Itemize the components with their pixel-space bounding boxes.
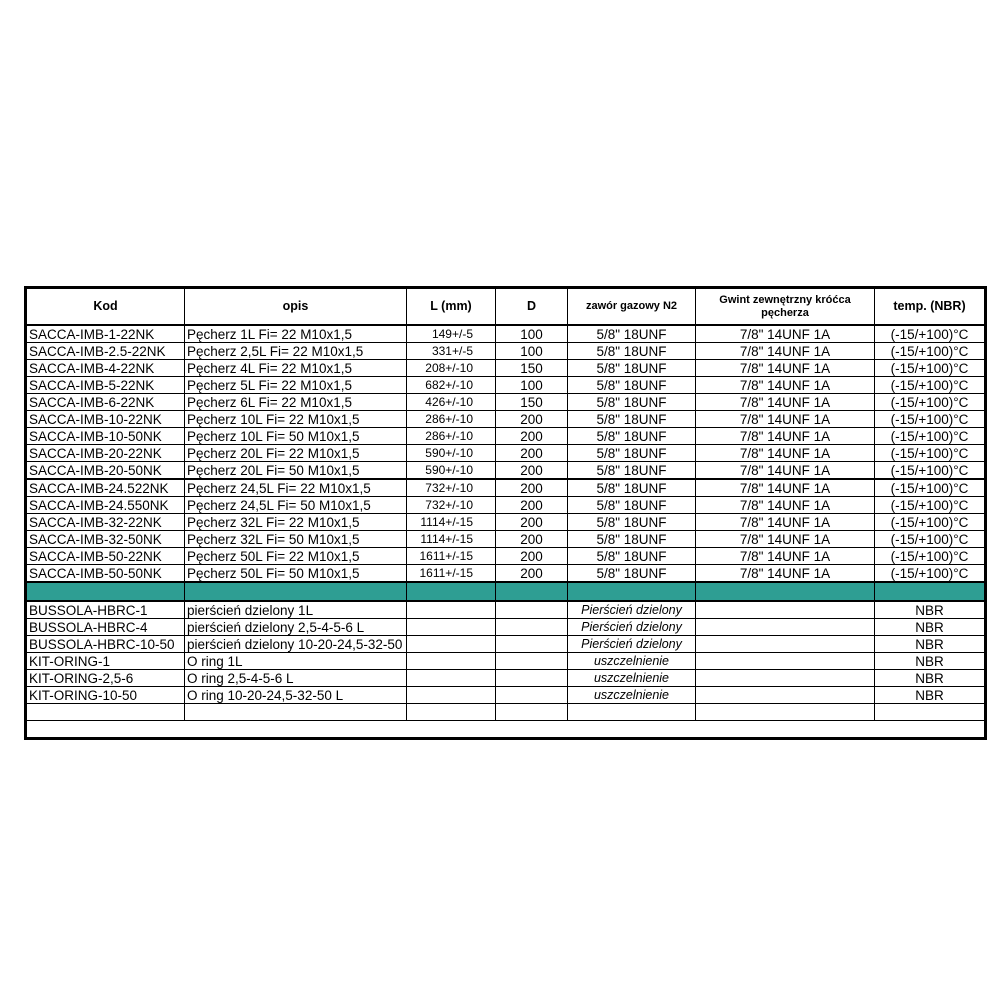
- cell-diameter: 200: [496, 428, 568, 445]
- cell-temp: (-15/+100)°C: [875, 497, 986, 514]
- table-row: [26, 514, 986, 531]
- cell-temp: NBR: [875, 636, 986, 653]
- cell-gas-valve: uszczelnienie: [568, 687, 696, 704]
- cell-thread: 7/8" 14UNF 1A: [696, 479, 875, 497]
- cell-diameter: [496, 636, 568, 653]
- cell-temp: (-15/+100)°C: [875, 325, 986, 343]
- cell-temp: (-15/+100)°C: [875, 445, 986, 462]
- empty-row: [26, 721, 986, 739]
- cell-thread: 7/8" 14UNF 1A: [696, 548, 875, 565]
- table-row: [26, 531, 986, 548]
- cell-length: 1114+/-15: [407, 531, 496, 548]
- header-temp: temp. (NBR): [875, 288, 986, 326]
- cell-thread: 7/8" 14UNF 1A: [696, 360, 875, 377]
- cell-opis: Pęcherz 32L Fi= 22 M10x1,5: [185, 514, 407, 531]
- cell-opis: Pęcherz 20L Fi= 22 M10x1,5: [185, 445, 407, 462]
- cell-opis: Pęcherz 24,5L Fi= 22 M10x1,5: [185, 479, 407, 497]
- cell-length: 286+/-10: [407, 411, 496, 428]
- cell-opis: O ring 2,5-4-5-6 L: [185, 670, 407, 687]
- separator-cell: [568, 582, 696, 601]
- table-row: [26, 411, 986, 428]
- cell-diameter: [496, 670, 568, 687]
- cell-length: 286+/-10: [407, 428, 496, 445]
- cell-thread: [696, 619, 875, 636]
- header-gas-valve: zawór gazowy N2: [568, 288, 696, 326]
- cell-diameter: 200: [496, 411, 568, 428]
- cell-gas-valve: uszczelnienie: [568, 670, 696, 687]
- table-row: [26, 687, 986, 704]
- product-table-container: [24, 286, 984, 740]
- cell-temp: (-15/+100)°C: [875, 531, 986, 548]
- cell-opis: Pęcherz 32L Fi= 50 M10x1,5: [185, 531, 407, 548]
- cell-gas-valve: 5/8" 18UNF: [568, 479, 696, 497]
- cell-opis: pierścień dzielony 10-20-24,5-32-50: [185, 636, 407, 653]
- empty-cell: [875, 704, 986, 721]
- table-row: [26, 445, 986, 462]
- cell-opis: Pęcherz 1L Fi= 22 M10x1,5: [185, 325, 407, 343]
- cell-gas-valve: 5/8" 18UNF: [568, 428, 696, 445]
- cell-kod: BUSSOLA-HBRC-4: [26, 619, 185, 636]
- cell-length: [407, 670, 496, 687]
- cell-thread: 7/8" 14UNF 1A: [696, 394, 875, 411]
- header-diameter: D: [496, 288, 568, 326]
- cell-kod: KIT-ORING-10-50: [26, 687, 185, 704]
- empty-cell: [496, 704, 568, 721]
- table-row: [26, 325, 986, 343]
- cell-thread: 7/8" 14UNF 1A: [696, 531, 875, 548]
- cell-gas-valve: 5/8" 18UNF: [568, 377, 696, 394]
- empty-cell: [696, 704, 875, 721]
- cell-gas-valve: Pierścień dzielony: [568, 601, 696, 619]
- cell-thread: 7/8" 14UNF 1A: [696, 325, 875, 343]
- cell-length: [407, 601, 496, 619]
- cell-length: 1611+/-15: [407, 565, 496, 583]
- cell-gas-valve: 5/8" 18UNF: [568, 394, 696, 411]
- table-row: [26, 636, 986, 653]
- cell-diameter: 200: [496, 462, 568, 480]
- cell-length: 682+/-10: [407, 377, 496, 394]
- separator-cell: [875, 582, 986, 601]
- cell-kod: SACCA-IMB-24.522NK: [26, 479, 185, 497]
- cell-opis: O ring 1L: [185, 653, 407, 670]
- table-row: [26, 497, 986, 514]
- table-row: [26, 619, 986, 636]
- cell-kod: KIT-ORING-2,5-6: [26, 670, 185, 687]
- cell-length: 732+/-10: [407, 479, 496, 497]
- separator-row: [26, 582, 986, 601]
- cell-diameter: 200: [496, 514, 568, 531]
- cell-temp: (-15/+100)°C: [875, 411, 986, 428]
- cell-diameter: [496, 601, 568, 619]
- cell-thread: 7/8" 14UNF 1A: [696, 514, 875, 531]
- cell-opis: Pęcherz 50L Fi= 22 M10x1,5: [185, 548, 407, 565]
- separator-cell: [407, 582, 496, 601]
- cell-diameter: 200: [496, 548, 568, 565]
- cell-kod: BUSSOLA-HBRC-1: [26, 601, 185, 619]
- separator-cell: [696, 582, 875, 601]
- table-row: [26, 548, 986, 565]
- cell-kod: SACCA-IMB-24.550NK: [26, 497, 185, 514]
- cell-kod: SACCA-IMB-10-22NK: [26, 411, 185, 428]
- cell-temp: (-15/+100)°C: [875, 360, 986, 377]
- cell-gas-valve: Pierścień dzielony: [568, 619, 696, 636]
- cell-gas-valve: uszczelnienie: [568, 653, 696, 670]
- cell-diameter: [496, 687, 568, 704]
- cell-gas-valve: Pierścień dzielony: [568, 636, 696, 653]
- cell-length: [407, 653, 496, 670]
- cell-length: [407, 619, 496, 636]
- cell-opis: Pęcherz 24,5L Fi= 50 M10x1,5: [185, 497, 407, 514]
- cell-opis: Pęcherz 5L Fi= 22 M10x1,5: [185, 377, 407, 394]
- cell-opis: O ring 10-20-24,5-32-50 L: [185, 687, 407, 704]
- cell-diameter: 100: [496, 377, 568, 394]
- cell-opis: pierścień dzielony 2,5-4-5-6 L: [185, 619, 407, 636]
- cell-thread: 7/8" 14UNF 1A: [696, 462, 875, 480]
- cell-thread: 7/8" 14UNF 1A: [696, 343, 875, 360]
- cell-kod: SACCA-IMB-20-22NK: [26, 445, 185, 462]
- cell-temp: (-15/+100)°C: [875, 548, 986, 565]
- cell-kod: SACCA-IMB-20-50NK: [26, 462, 185, 480]
- cell-thread: [696, 687, 875, 704]
- table-row: [26, 479, 986, 497]
- separator-cell: [496, 582, 568, 601]
- cell-temp: NBR: [875, 653, 986, 670]
- cell-temp: NBR: [875, 601, 986, 619]
- cell-kod: KIT-ORING-1: [26, 653, 185, 670]
- cell-length: 208+/-10: [407, 360, 496, 377]
- cell-opis: Pęcherz 6L Fi= 22 M10x1,5: [185, 394, 407, 411]
- cell-thread: [696, 636, 875, 653]
- cell-diameter: [496, 653, 568, 670]
- empty-row: [26, 704, 986, 721]
- cell-temp: (-15/+100)°C: [875, 343, 986, 360]
- cell-temp: (-15/+100)°C: [875, 377, 986, 394]
- cell-length: 149+/-5: [407, 325, 496, 343]
- cell-temp: NBR: [875, 619, 986, 636]
- cell-temp: (-15/+100)°C: [875, 565, 986, 583]
- table-row: [26, 653, 986, 670]
- cell-gas-valve: 5/8" 18UNF: [568, 325, 696, 343]
- table-row: [26, 343, 986, 360]
- empty-cell: [26, 704, 185, 721]
- cell-temp: (-15/+100)°C: [875, 479, 986, 497]
- cell-diameter: 200: [496, 497, 568, 514]
- cell-diameter: 150: [496, 394, 568, 411]
- header-row: [26, 288, 986, 326]
- cell-temp: (-15/+100)°C: [875, 514, 986, 531]
- cell-gas-valve: 5/8" 18UNF: [568, 462, 696, 480]
- cell-length: [407, 687, 496, 704]
- cell-thread: 7/8" 14UNF 1A: [696, 445, 875, 462]
- cell-gas-valve: 5/8" 18UNF: [568, 497, 696, 514]
- cell-length: 1611+/-15: [407, 548, 496, 565]
- cell-thread: 7/8" 14UNF 1A: [696, 497, 875, 514]
- header-thread: Gwint zewnętrzny króćca pęcherza: [696, 288, 875, 326]
- cell-temp: NBR: [875, 687, 986, 704]
- cell-kod: SACCA-IMB-1-22NK: [26, 325, 185, 343]
- cell-thread: 7/8" 14UNF 1A: [696, 377, 875, 394]
- table-row: [26, 670, 986, 687]
- cell-length: 590+/-10: [407, 445, 496, 462]
- cell-length: 732+/-10: [407, 497, 496, 514]
- table-row: [26, 565, 986, 583]
- cell-gas-valve: 5/8" 18UNF: [568, 360, 696, 377]
- table-row: [26, 360, 986, 377]
- cell-diameter: 200: [496, 565, 568, 583]
- cell-kod: SACCA-IMB-2.5-22NK: [26, 343, 185, 360]
- cell-gas-valve: 5/8" 18UNF: [568, 514, 696, 531]
- cell-length: 1114+/-15: [407, 514, 496, 531]
- product-table: [24, 286, 987, 740]
- cell-diameter: [496, 619, 568, 636]
- cell-opis: Pęcherz 50L Fi= 50 M10x1,5: [185, 565, 407, 583]
- cell-diameter: 150: [496, 360, 568, 377]
- cell-thread: 7/8" 14UNF 1A: [696, 565, 875, 583]
- cell-thread: [696, 653, 875, 670]
- cell-length: 590+/-10: [407, 462, 496, 480]
- cell-gas-valve: 5/8" 18UNF: [568, 411, 696, 428]
- cell-opis: Pęcherz 10L Fi= 22 M10x1,5: [185, 411, 407, 428]
- cell-kod: SACCA-IMB-32-50NK: [26, 531, 185, 548]
- separator-cell: [185, 582, 407, 601]
- separator-cell: [26, 582, 185, 601]
- header-kod: Kod: [26, 288, 185, 326]
- cell-opis: Pęcherz 20L Fi= 50 M10x1,5: [185, 462, 407, 480]
- cell-kod: BUSSOLA-HBRC-10-50: [26, 636, 185, 653]
- cell-temp: (-15/+100)°C: [875, 394, 986, 411]
- cell-gas-valve: 5/8" 18UNF: [568, 531, 696, 548]
- cell-kod: SACCA-IMB-10-50NK: [26, 428, 185, 445]
- empty-cell: [185, 704, 407, 721]
- cell-temp: (-15/+100)°C: [875, 462, 986, 480]
- table-row: [26, 428, 986, 445]
- cell-opis: pierścień dzielony 1L: [185, 601, 407, 619]
- empty-cell: [568, 704, 696, 721]
- cell-diameter: 100: [496, 325, 568, 343]
- cell-gas-valve: 5/8" 18UNF: [568, 565, 696, 583]
- cell-kod: SACCA-IMB-32-22NK: [26, 514, 185, 531]
- cell-diameter: 100: [496, 343, 568, 360]
- cell-thread: [696, 601, 875, 619]
- cell-opis: Pęcherz 2,5L Fi= 22 M10x1,5: [185, 343, 407, 360]
- table-row: [26, 377, 986, 394]
- header-length: L (mm): [407, 288, 496, 326]
- header-opis: opis: [185, 288, 407, 326]
- cell-length: 426+/-10: [407, 394, 496, 411]
- cell-diameter: 200: [496, 531, 568, 548]
- empty-cell: [26, 721, 986, 739]
- cell-gas-valve: 5/8" 18UNF: [568, 343, 696, 360]
- cell-kod: SACCA-IMB-6-22NK: [26, 394, 185, 411]
- table-row: [26, 601, 986, 619]
- cell-length: 331+/-5: [407, 343, 496, 360]
- cell-kod: SACCA-IMB-4-22NK: [26, 360, 185, 377]
- cell-length: [407, 636, 496, 653]
- table-row: [26, 462, 986, 480]
- cell-diameter: 200: [496, 479, 568, 497]
- cell-thread: 7/8" 14UNF 1A: [696, 411, 875, 428]
- cell-kod: SACCA-IMB-50-50NK: [26, 565, 185, 583]
- cell-thread: 7/8" 14UNF 1A: [696, 428, 875, 445]
- empty-cell: [407, 704, 496, 721]
- cell-temp: (-15/+100)°C: [875, 428, 986, 445]
- cell-kod: SACCA-IMB-50-22NK: [26, 548, 185, 565]
- cell-opis: Pęcherz 10L Fi= 50 M10x1,5: [185, 428, 407, 445]
- cell-diameter: 200: [496, 445, 568, 462]
- cell-temp: NBR: [875, 670, 986, 687]
- table-row: [26, 394, 986, 411]
- cell-thread: [696, 670, 875, 687]
- cell-opis: Pęcherz 4L Fi= 22 M10x1,5: [185, 360, 407, 377]
- cell-gas-valve: 5/8" 18UNF: [568, 548, 696, 565]
- cell-kod: SACCA-IMB-5-22NK: [26, 377, 185, 394]
- cell-gas-valve: 5/8" 18UNF: [568, 445, 696, 462]
